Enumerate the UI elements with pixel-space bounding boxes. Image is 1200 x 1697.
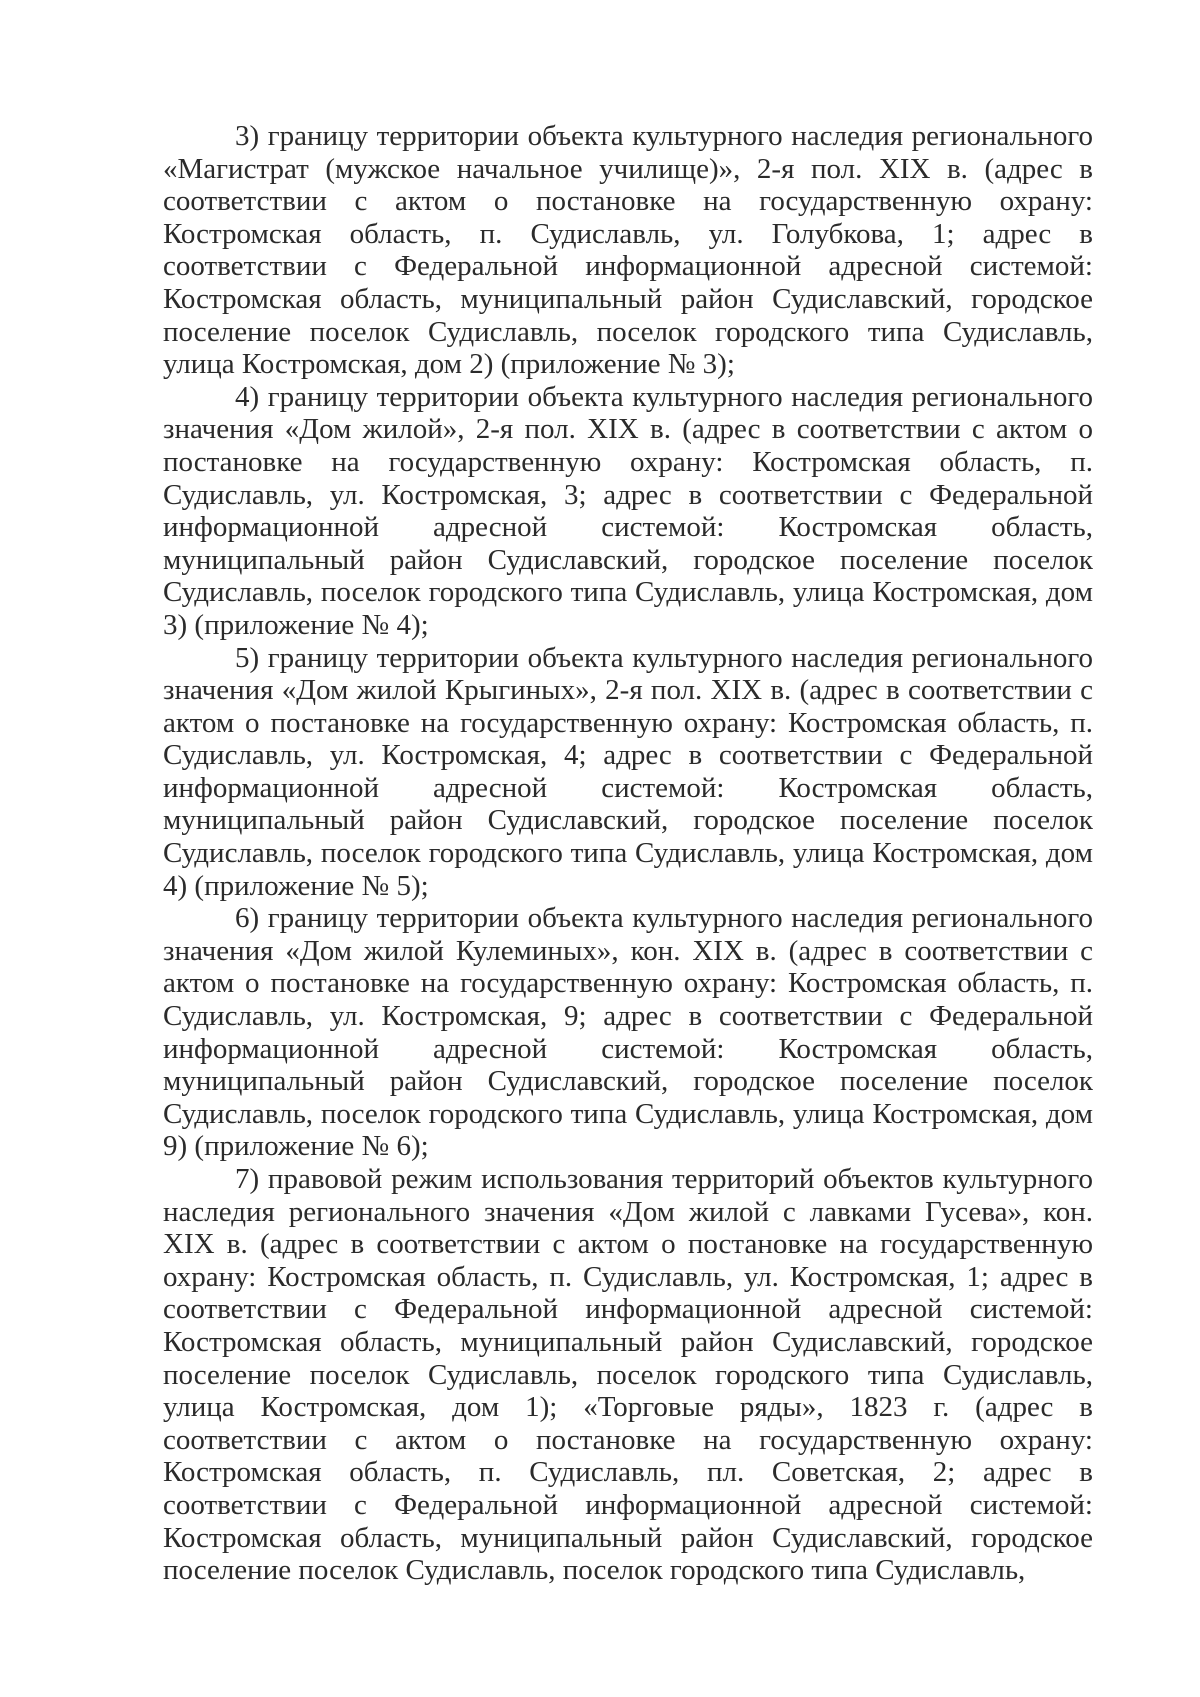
- paragraph-item-5: 5) границу территории объекта культурного наследия регионального значения «Дом жилой Крыгиных», 2-я пол. XIX в. (адрес в соответствии с актом о постановке на государственную охрану: Костромская область, п. Судиславль, ул. Костромская, 4; адрес в соответствии с Федеральной информационной адресной системой: Костромская область, муниципальный район Судиславский, городское поселение поселок Судиславль, поселок городского типа Судиславль, улица Костромская, дом 4) (приложение № 5);: [163, 641, 1093, 902]
- document-page: [163, 120, 1093, 1587]
- paragraph-item-6: 6) границу территории объекта культурного наследия регионального значения «Дом жилой Кулеминых», кон. XIX в. (адрес в соответствии с актом о постановке на государственную охрану: Костромская область, п. Судиславль, ул. Костромская, 9; адрес в соответствии с Федеральной информационной адресной системой: Костромская область, муниципальный район Судиславский, городское поселение поселок Судиславль, поселок городского типа Судиславль, улица Костромская, дом 9) (приложение № 6);: [163, 902, 1093, 1163]
- paragraph-item-7: 7) правовой режим использования территорий объектов культурного наследия регионального значения «Дом жилой с лавками Гусева», кон. XIX в. (адрес в соответствии с актом о постановке на государственную охрану: Костромская область, п. Судиславль, ул. Костромская, 1; адрес в соответствии с Федеральной информационной адресной системой: Костромская область, муниципальный район Судиславский, городское поселение поселок Судиславль, поселок городского типа Судиславль, улица Костромская, дом 1); «Торговые ряды», 1823 г. (адрес в соответствии с актом о постановке на государственную охрану: Костромская область, п. Судиславль, пл. Советская, 2; адрес в соответствии с Федеральной информационной адресной системой: Костромская область, муниципальный район Судиславский, городское поселение поселок Судиславль, поселок городского типа Судиславль,: [163, 1163, 1093, 1587]
- paragraph-item-4: 4) границу территории объекта культурного наследия регионального значения «Дом жилой», 2-я пол. XIX в. (адрес в соответствии с актом о постановке на государственную охрану: Костромская область, п. Судиславль, ул. Костромская, 3; адрес в соответствии с Федеральной информационной адресной системой: Костромская область, муниципальный район Судиславский, городское поселение поселок Судиславль, поселок городского типа Судиславль, улица Костромская, дом 3) (приложение № 4);: [163, 380, 1093, 641]
- paragraph-item-3: 3) границу территории объекта культурного наследия регионального «Магистрат (мужское начальное училище)», 2-я пол. XIX в. (адрес в соответствии с актом о постановке на государственную охрану: Костромская область, п. Судиславль, ул. Голубкова, 1; адрес в соответствии с Федеральной информационной адресной системой: Костромская область, муниципальный район Судиславский, городское поселение поселок Судиславль, поселок городского типа Судиславль, улица Костромская, дом 2) (приложение № 3);: [163, 120, 1093, 381]
